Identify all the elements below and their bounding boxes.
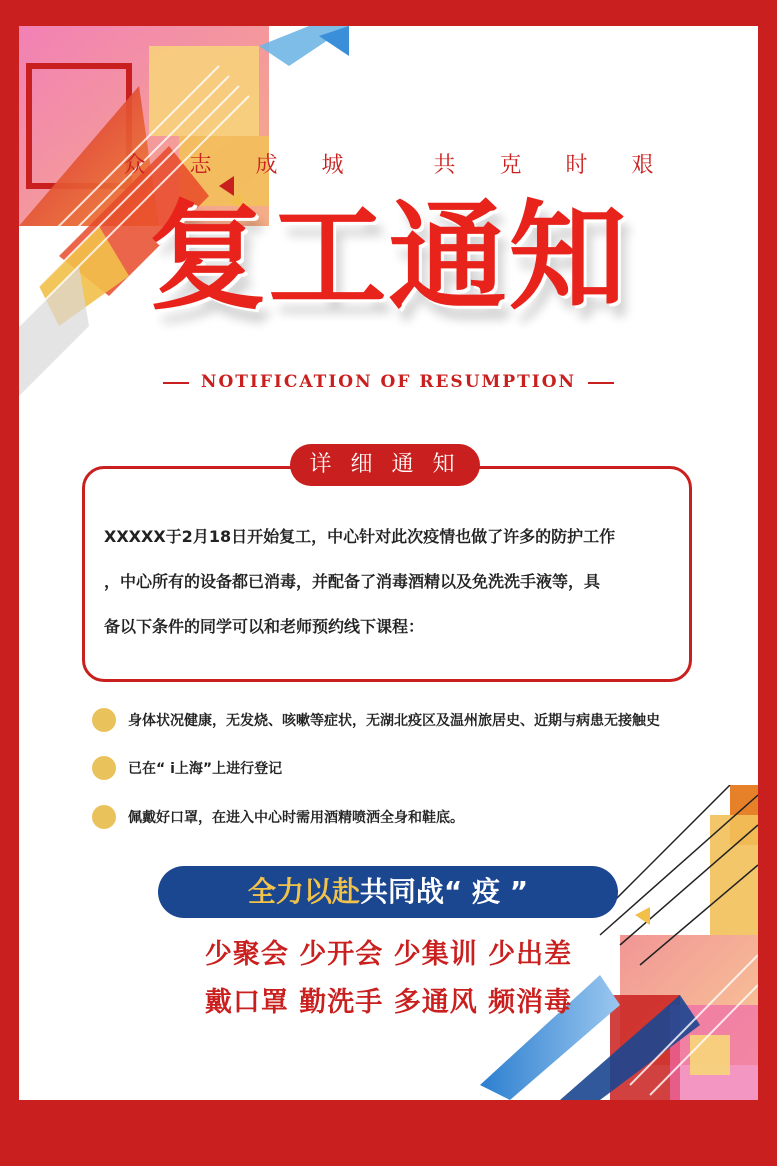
condition-text: 佩戴好口罩，在进入中心时需用酒精喷洒全身和鞋底。 — [128, 810, 464, 826]
slogan-char: 志 — [189, 153, 212, 178]
detail-tag: 详 细 通 知 — [290, 444, 480, 486]
divider — [588, 382, 614, 384]
detail-line: ，中心所有的设备都已消毒，并配备了消毒酒精以及免洗洗手液等，具 — [104, 572, 601, 591]
detail-line: XXXXX于2月18日开始复工，中心针对此次疫情也做了许多的防护工作 — [104, 527, 616, 546]
page-title: 复工通知 — [148, 188, 629, 326]
slogan-char: 成 — [255, 153, 278, 178]
slogan-char: 众 — [123, 153, 146, 178]
banner-text-gold: 全力以赴 — [247, 875, 360, 908]
bullet-dot-icon — [92, 708, 116, 732]
slogan-char: 城 — [321, 153, 344, 178]
banner-text-white: 共同战 — [359, 875, 444, 908]
english-subtitle — [0, 372, 777, 392]
detail-text — [104, 514, 674, 649]
banner-text-quote: “ 疫 ” — [443, 875, 529, 908]
slogan-char: 时 — [565, 153, 588, 178]
slogan-line-2: 戴口罩 勤洗手 多通风 频消毒 — [204, 987, 573, 1018]
divider — [163, 382, 189, 384]
english-subtitle-text: NOTIFICATION OF RESUMPTION — [200, 372, 577, 392]
condition-item — [92, 805, 464, 829]
condition-item — [92, 756, 282, 780]
fight-banner — [158, 866, 618, 918]
detail-line: 备以下条件的同学可以和老师预约线下课程： — [104, 617, 425, 636]
bullet-dot-icon — [92, 805, 116, 829]
bullet-dot-icon — [92, 756, 116, 780]
slogan-char: 艰 — [631, 153, 654, 178]
top-slogan — [0, 148, 777, 179]
slogan-line-1: 少聚会 少开会 少集训 少出差 — [204, 939, 573, 970]
condition-item — [92, 708, 660, 732]
slogan-char: 克 — [499, 153, 522, 178]
condition-text: 已在“ i上海”上进行登记 — [128, 761, 283, 777]
condition-text: 身体状况健康，无发烧、咳嗽等症状，无湖北疫区及温州旅居史、近期与病患无接触史 — [128, 713, 660, 729]
slogan-char: 共 — [433, 153, 456, 178]
